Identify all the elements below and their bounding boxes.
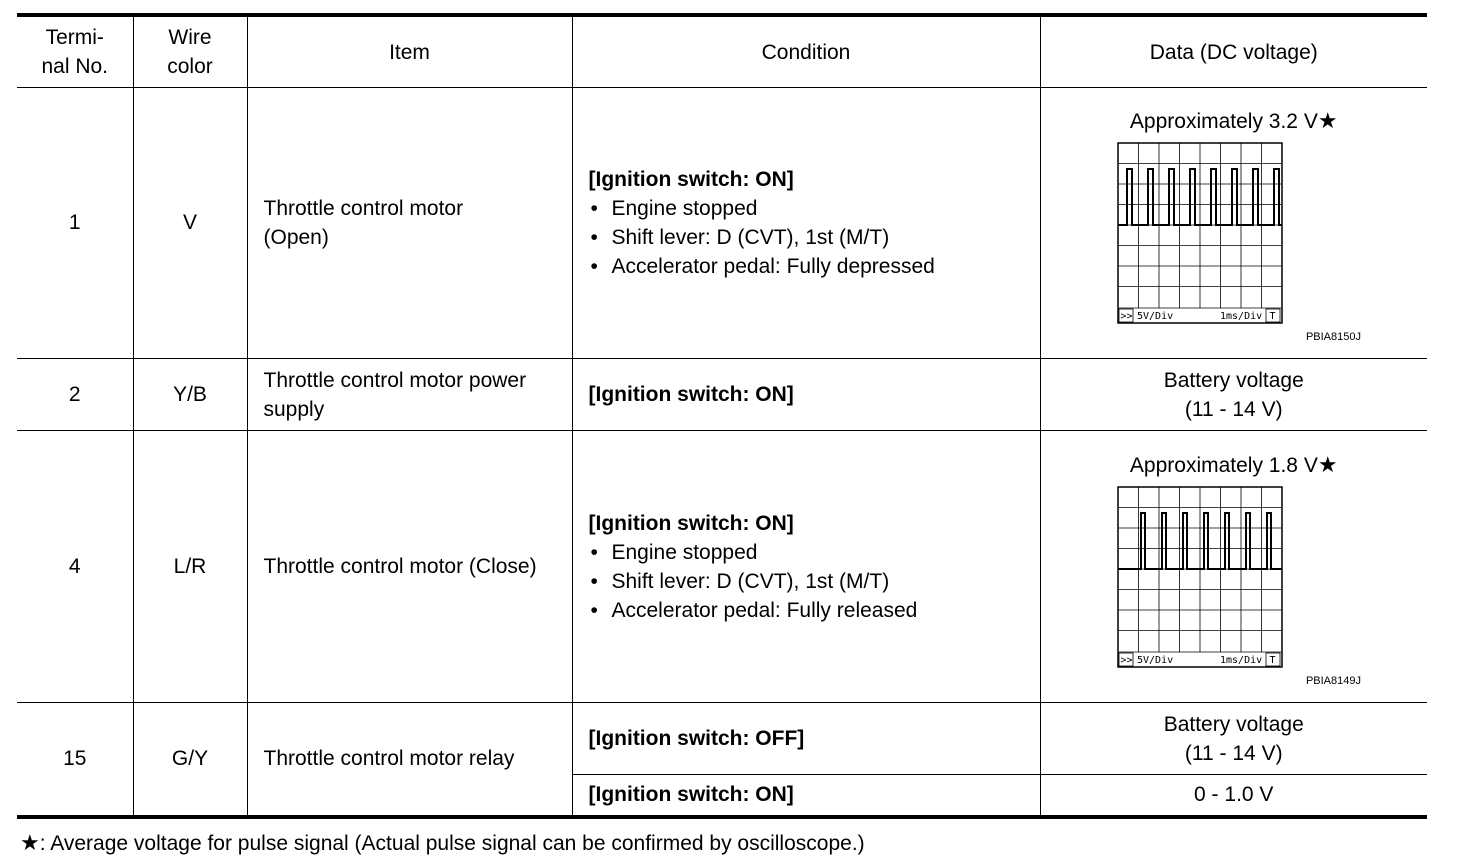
- footnote-text: : Average voltage for pulse signal (Actual pulse signal can be confirmed by oscilloscope.): [39, 832, 865, 855]
- condition-cell: [572, 703, 1040, 775]
- condition-bullet: • Shift lever: D (CVT), 1st (M/T): [589, 567, 1040, 596]
- condition-title: [Ignition switch: OFF]: [588, 727, 805, 750]
- voltage-value: Approximately 3.2 V: [1129, 110, 1318, 133]
- condition-bullet: • Shift lever: D (CVT), 1st (M/T): [589, 223, 1040, 252]
- table-row: [17, 359, 1427, 431]
- figure-code: PBIA8150J: [1305, 331, 1361, 343]
- footnote: [20, 830, 865, 856]
- condition-cell: [572, 775, 1040, 817]
- header-row: [17, 15, 1427, 88]
- item-cell: Throttle control motor (Close): [247, 431, 572, 703]
- wire-color-cell: G/Y: [133, 703, 247, 817]
- table-row: [17, 88, 1427, 359]
- header-item: Item: [247, 15, 572, 88]
- scope-trigger-label: T: [1269, 654, 1276, 666]
- condition-cell: [572, 359, 1040, 431]
- terminal-cell: 2: [17, 359, 133, 431]
- table-row: [17, 431, 1427, 703]
- oscilloscope-waveform: [1117, 486, 1283, 670]
- terminal-cell: 1: [17, 88, 133, 359]
- header-terminal: Termi- nal No.: [17, 15, 133, 88]
- wire-color-cell: Y/B: [133, 359, 247, 431]
- scope-volt-div: 5V/Div: [1136, 311, 1173, 322]
- item-cell: Throttle control motor power supply: [247, 359, 572, 431]
- condition-title: [Ignition switch: ON]: [588, 383, 794, 406]
- condition-title: [Ignition switch: ON]: [588, 168, 794, 191]
- wire-color-cell: L/R: [133, 431, 247, 703]
- condition-bullet: • Accelerator pedal: Fully depressed: [589, 252, 1040, 281]
- voltage-value: Approximately 1.8 V: [1129, 453, 1318, 477]
- scope-trigger-label: T: [1269, 311, 1276, 322]
- figure-code: PBIA8149J: [1305, 674, 1361, 687]
- condition-bullet: • Accelerator pedal: Fully released: [589, 596, 1040, 625]
- scope-time-div: 1ms/Div: [1219, 654, 1262, 666]
- scope-volt-div: 5V/Div: [1136, 654, 1173, 666]
- data-cell: Battery voltage (11 - 14 V): [1040, 703, 1427, 775]
- condition-bullet: • Engine stopped: [589, 538, 1040, 567]
- condition-title: [Ignition switch: ON]: [588, 511, 794, 535]
- header-wire-color: Wire color: [133, 15, 247, 88]
- item-cell: Throttle control motor relay: [247, 703, 572, 817]
- table-row: [17, 703, 1427, 775]
- data-cell: 0 - 1.0 V: [1040, 775, 1427, 817]
- condition-bullet: • Engine stopped: [589, 194, 1040, 223]
- condition-cell: [572, 88, 1040, 359]
- data-cell: [1040, 88, 1427, 359]
- star-icon: ★: [20, 830, 40, 855]
- terminal-cell: 4: [17, 431, 133, 703]
- item-cell: Throttle control motor (Open): [247, 88, 572, 359]
- terminal-data-table: [17, 13, 1427, 819]
- scope-arrow-label: >>: [1120, 654, 1133, 666]
- star-icon: ★: [1317, 451, 1338, 477]
- condition-title: [Ignition switch: ON]: [588, 783, 794, 807]
- header-data: Data (DC voltage): [1040, 15, 1427, 88]
- header-condition: Condition: [572, 15, 1040, 88]
- oscilloscope-waveform: [1117, 142, 1283, 326]
- star-icon: ★: [1317, 108, 1338, 133]
- scope-arrow-label: >>: [1120, 311, 1133, 322]
- wire-color-cell: V: [133, 88, 247, 359]
- data-cell: Battery voltage (11 - 14 V): [1040, 359, 1427, 431]
- condition-cell: [572, 431, 1040, 703]
- scope-time-div: 1ms/Div: [1219, 311, 1262, 322]
- terminal-cell: 15: [17, 703, 133, 817]
- data-cell: [1040, 431, 1427, 703]
